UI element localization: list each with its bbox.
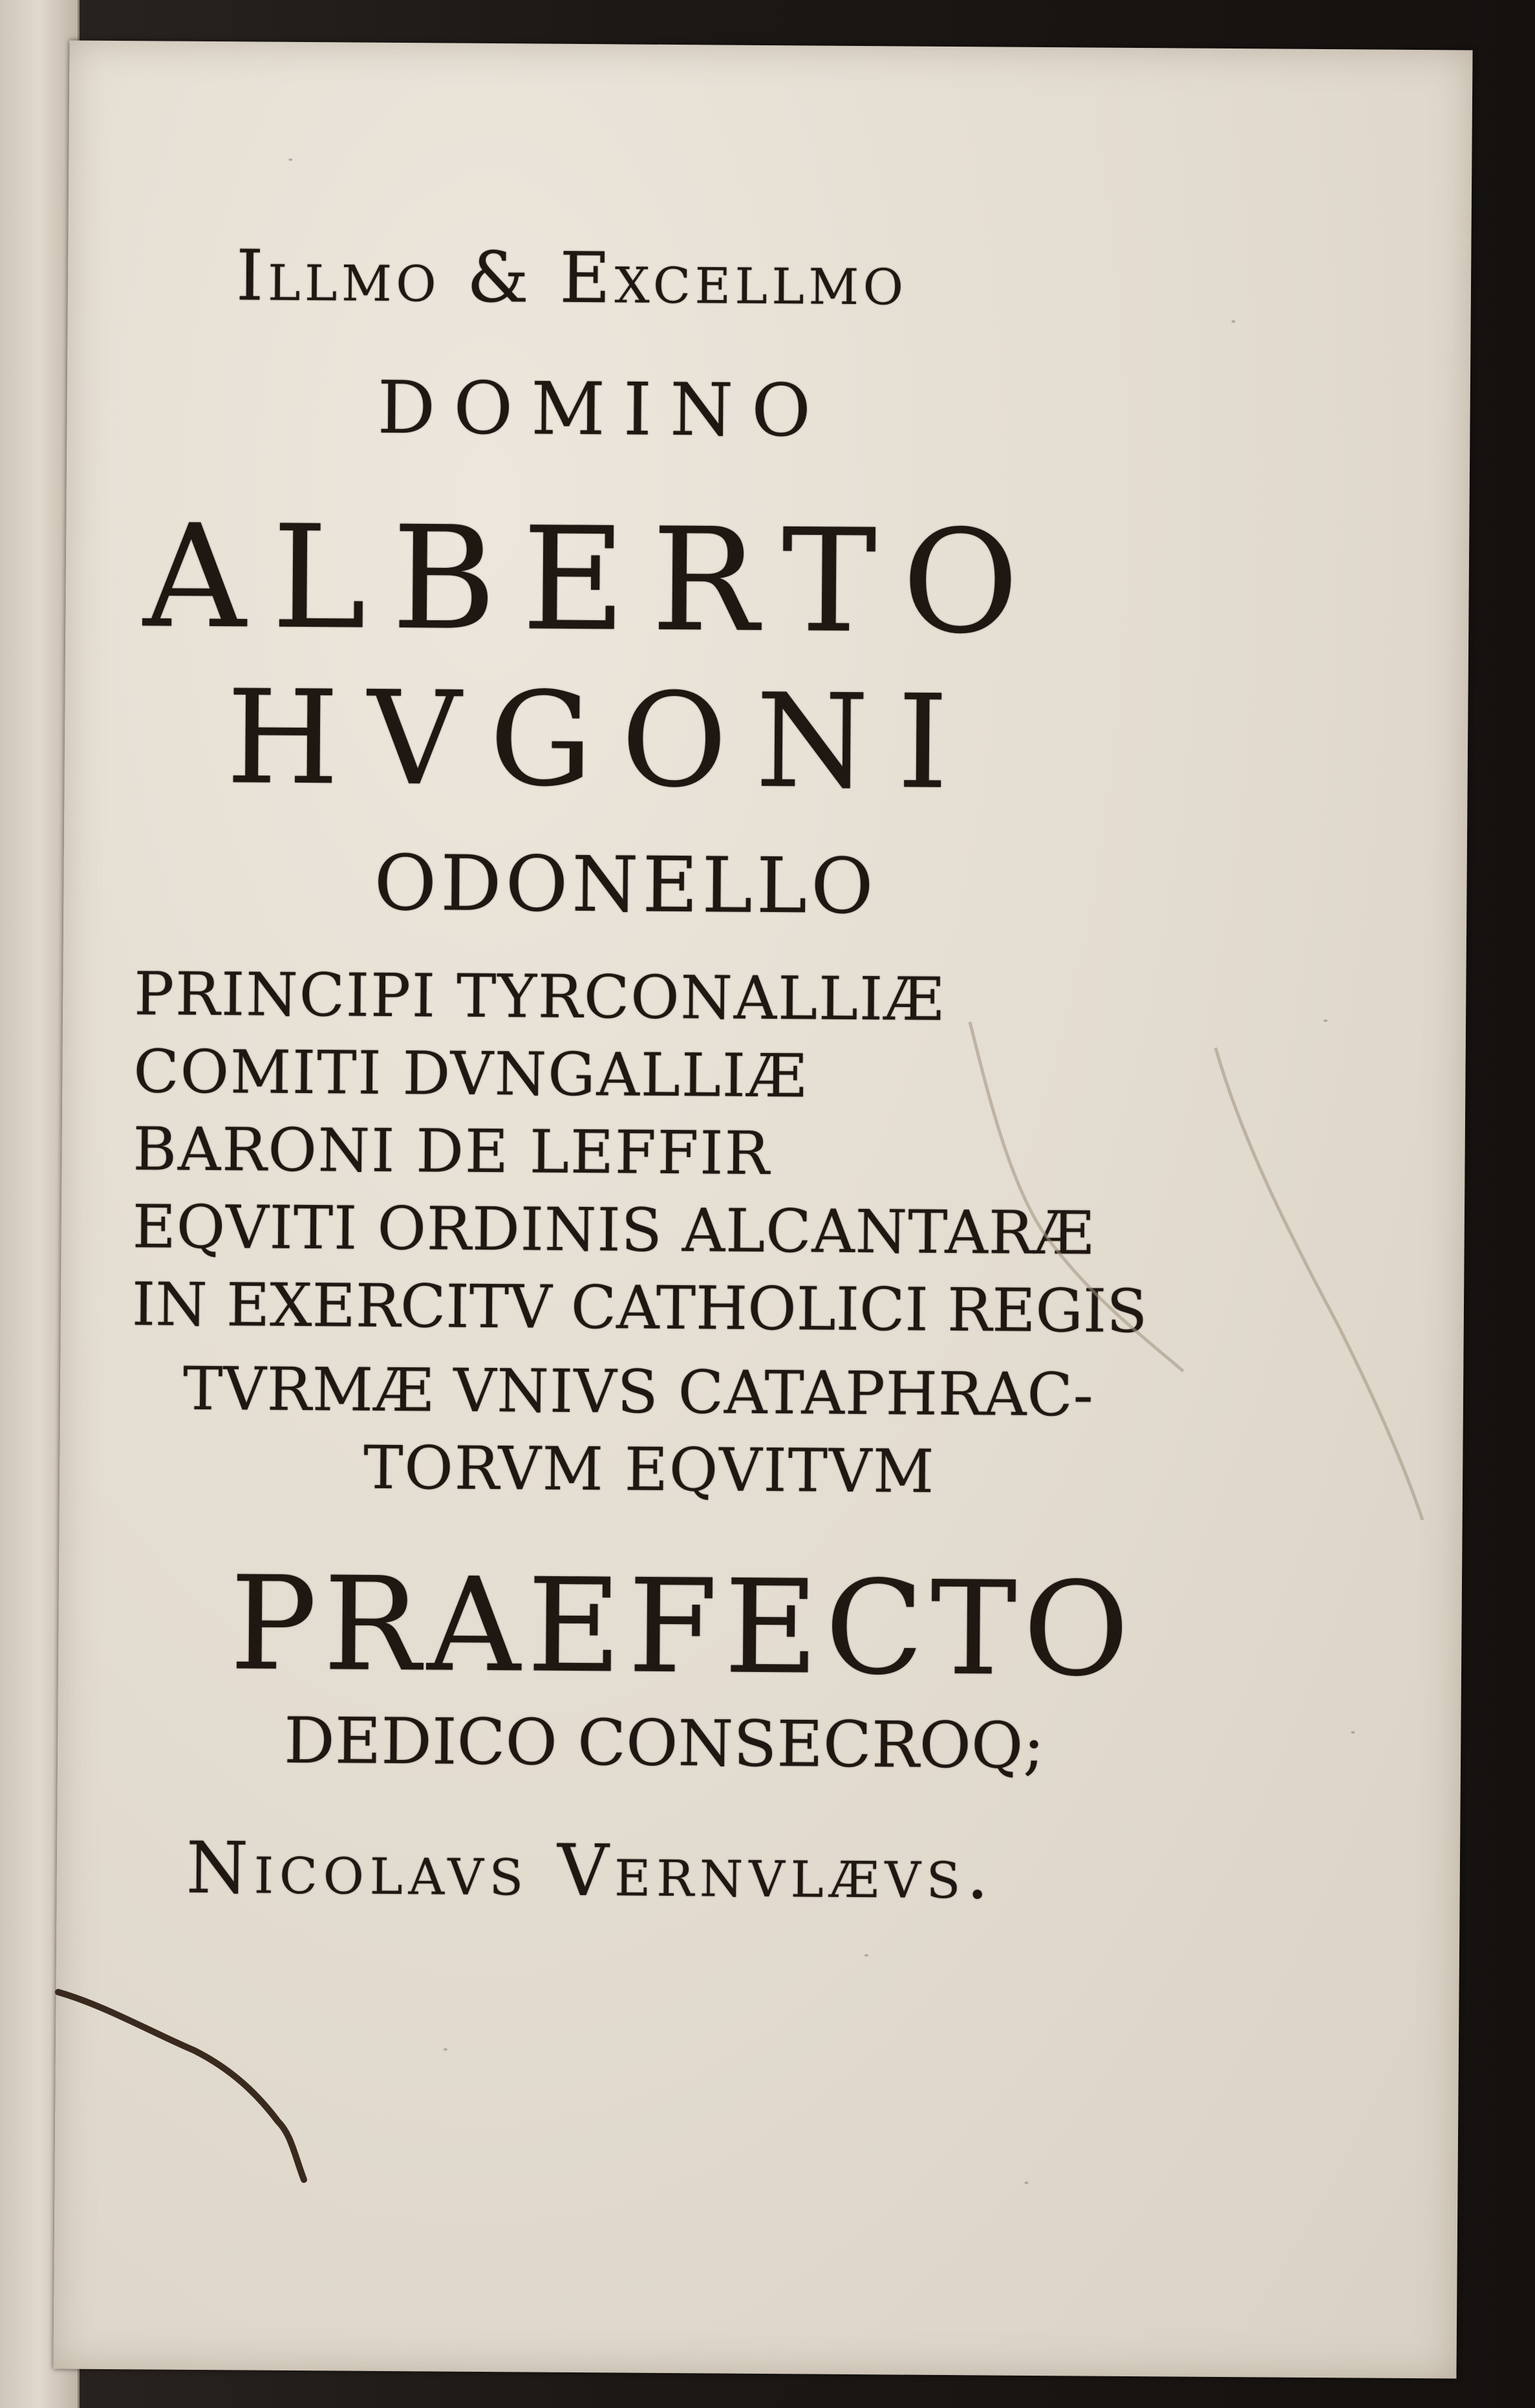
title-line: COMITI DVNGALLIÆ <box>133 1037 808 1111</box>
author-line: Nicolavs Vernvlævs. <box>186 1826 995 1915</box>
dedication-page <box>53 40 1472 2378</box>
office-line: PRAEFECTO <box>229 1548 1137 1706</box>
salutation-line: Illmo & Excellmo <box>235 235 908 321</box>
title-line: BARONI DE LEFFIR <box>133 1114 771 1189</box>
surname-line: ODONELLO <box>374 838 878 931</box>
dedication-verb-line: DEDICO CONSECROQ; <box>283 1704 1045 1784</box>
domino-line: DOMINO <box>377 365 830 453</box>
title-line: TVRMÆ VNIVS CATAPHRAC- <box>182 1354 1095 1430</box>
title-line: PRINCIPI TYRCONALLIÆ <box>133 959 945 1034</box>
dedication-text <box>53 40 1472 2378</box>
title-line: EQVITI ORDINIS ALCANTARÆ <box>132 1192 1095 1268</box>
first-name-line: ALBERTO <box>142 494 1045 666</box>
second-name-line: HVGONI <box>226 662 978 819</box>
title-line: IN EXERCITV CATHOLICI REGIS <box>131 1270 1148 1347</box>
title-line: TORVM EQVITVM <box>363 1433 936 1506</box>
